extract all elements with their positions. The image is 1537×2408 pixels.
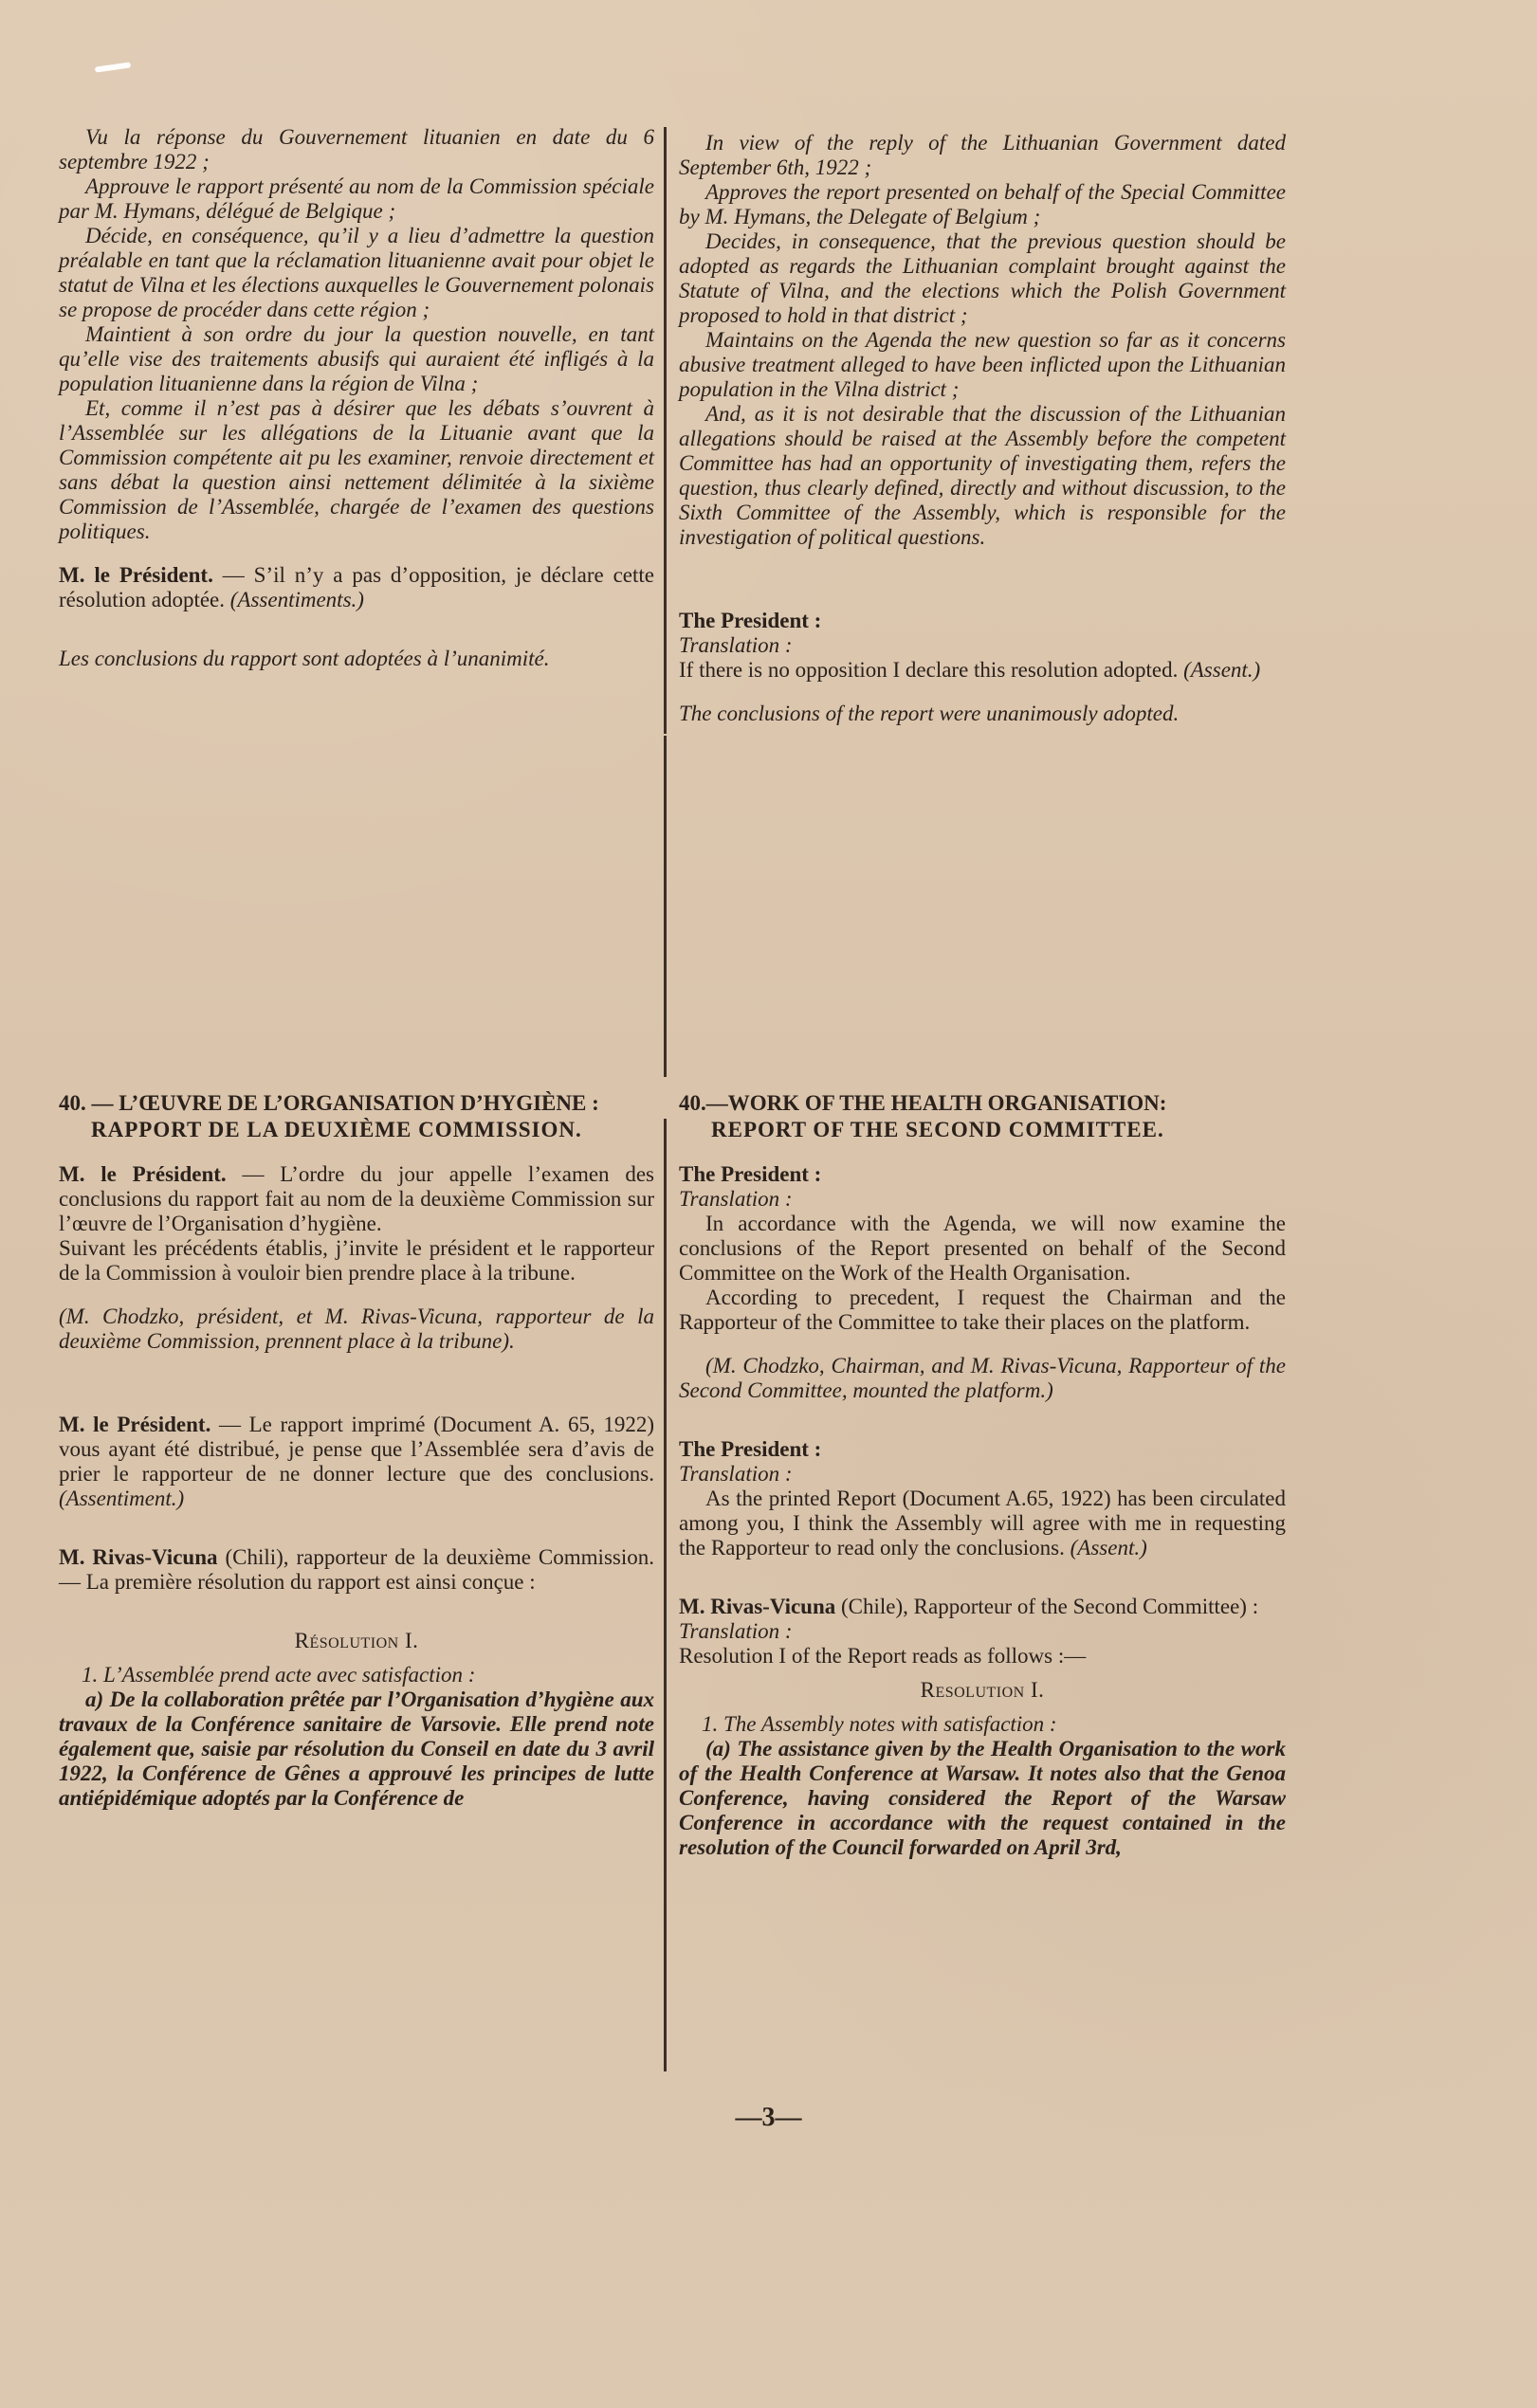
- fr-conclusion: Les conclusions du rapport sont adoptées à l’unanimité.: [59, 647, 550, 670]
- page-number: —3—: [735, 2103, 802, 2132]
- fr-president-text: — S’il n’y a pas d’opposition, je déclare cette résolution adoptée.: [59, 563, 654, 611]
- fr-speech-2: Suivant les précédents établis, j’invite le président et le rapporteur de la Commission à vouloir bien prendre place à la tribune.: [59, 1236, 654, 1285]
- en-president-statement: [679, 658, 1286, 683]
- en-section-heading-1: 40.—WORK OF THE HEALTH ORGANISATION:: [679, 1091, 1167, 1115]
- fr-speech-1-text: — L’ordre du jour appelle l’examen des conclusions du rapport fait au nom de la deuxième Commission sur l’œuvre de l’Organisation d’hygiène.: [59, 1162, 654, 1235]
- fr-president-statement: [59, 563, 654, 612]
- en-stage-direction: (M. Chodzko, Chairman, and M. Rivas-Vicuna, Rapporteur of the Second Committee, mounted the platform.): [679, 1354, 1286, 1402]
- en-translation-1: Translation :: [679, 1187, 793, 1211]
- en-president-assent: (Assent.): [1183, 658, 1261, 682]
- en-president-text: If there is no opposition I declare this resolution adopted.: [679, 658, 1184, 682]
- en-paragraph-3: Decides, in consequence, that the previous question should be adopted as regards the Lithuanian complaint brought against the Statute of Vilna, and the elections which the Polish Government proposed to hold in that district ;: [679, 229, 1286, 327]
- fr-resolution-item-a: a) De la collaboration prêtée par l’Organisation d’hygiène aux travaux de la Conférence sanitaire de Varsovie. Elle prend note également que, saisie par résolution du Conseil en date du 3 avril 1922, la Conférence de Gênes a approuvé les principes de lutte antiépidémique adoptés par la Conférence de: [59, 1687, 654, 1810]
- fr-speaker-2: M. le Président.: [59, 1413, 211, 1436]
- fr-speaker-3: M. Rivas-Vicuna: [59, 1545, 218, 1569]
- fr-speech-4: [59, 1545, 654, 1595]
- fr-speech-3-text: — Le rapport imprimé (Document A. 65, 1922) vous ayant été distribué, je pense que l’Assemblée sera d’avis de prier le rapporteur de ne donner lecture que des conclusions.: [59, 1413, 654, 1486]
- en-speech-2: According to precedent, I request the Chairman and the Rapporteur of the Committee to take their places on the platform.: [679, 1286, 1286, 1334]
- en-section-heading-2: REPORT OF THE SECOND COMMITTEE.: [711, 1118, 1164, 1141]
- french-section-40: [59, 1090, 654, 1811]
- fr-stage-direction: (M. Chodzko, président, et M. Rivas-Vicuna, rapporteur de la deuxième Commission, prennent place à la tribune).: [59, 1304, 654, 1353]
- en-speech-3-text: As the printed Report (Document A.65, 1922) has been circulated among you, I think the Assembly will agree with me in requesting the Rapporteur to read only the conclusions.: [679, 1487, 1286, 1560]
- en-paragraph-5: And, as it is not desirable that the discussion of the Lithuanian allegations should be raised at the Assembly before the competent Committee has had an opportunity of investigating them, refers the question, thus clearly defined, directly and without discussion, to the Sixth Committee of the Assembly, which is responsible for the investigation of political questions.: [679, 402, 1286, 549]
- en-resolution-item-a: (a) The assistance given by the Health Organisation to the work of the Health Conference at Warsaw. It notes also that the Genoa Conference, having considered the Report of the Warsaw Conference in accordance with the request contained in the resolution of the Council forwarded on April 3rd,: [679, 1737, 1286, 1859]
- en-speaker-3: M. Rivas-Vicuna: [679, 1595, 836, 1618]
- column-divider-top: [664, 127, 667, 734]
- english-section-40: [679, 1090, 1286, 1860]
- en-translation-2: Translation :: [679, 1462, 793, 1486]
- en-resolution-title: Resolution I.: [920, 1678, 1045, 1702]
- fr-resolution-item-1: 1. L’Assemblée prend acte avec satisfaction :: [82, 1663, 476, 1687]
- en-paragraph-4: Maintains on the Agenda the new question so far as it concerns abusive treatment alleged to have been inflicted upon the Lithuanian population in the Vilna district ;: [679, 328, 1286, 401]
- fr-paragraph-3: Décide, en conséquence, qu’il y a lieu d’admettre la question préalable en tant que la réclamation lituanienne avait pour objet le statut de Vilna et les élections auxquelles le Gouvernement polonais se propose de procéder dans cette région ;: [59, 224, 654, 321]
- fr-section-heading-1: 40. — L’ŒUVRE DE L’ORGANISATION D’HYGIÈNE :: [59, 1091, 599, 1115]
- paper-mark: [95, 62, 131, 72]
- en-speech-3: [679, 1487, 1286, 1560]
- en-president-label: The President :: [679, 609, 822, 632]
- column-divider-bottom: [664, 1119, 667, 2071]
- en-speech-3-assent: (Assent.): [1070, 1536, 1147, 1560]
- en-paragraph-2: Approves the report presented on behalf of the Special Committee by M. Hymans, the Delegate of Belgium ;: [679, 180, 1286, 228]
- fr-president-assent: (Assentiments.): [229, 588, 364, 611]
- en-speaker-2: The President :: [679, 1437, 822, 1461]
- fr-speaker-1: M. le Président.: [59, 1162, 227, 1186]
- fr-paragraph-2: Approuve le rapport présenté au nom de la Commission spéciale par M. Hymans, délégué de Belgique ;: [59, 174, 654, 223]
- en-resolution-intro: Resolution I of the Report reads as follows :—: [679, 1644, 1087, 1668]
- en-translation-3: Translation :: [679, 1619, 793, 1643]
- column-divider-middle: [664, 736, 667, 1077]
- fr-speech-3-assent: (Assentiment.): [59, 1487, 185, 1510]
- fr-speech-1: [59, 1162, 654, 1236]
- fr-speech-3: [59, 1413, 654, 1511]
- english-top-column: [679, 131, 1286, 726]
- en-resolution-item-1: 1. The Assembly notes with satisfaction :: [702, 1712, 1057, 1736]
- en-conclusion: The conclusions of the report were unanimously adopted.: [679, 702, 1180, 725]
- fr-resolution-title: Résolution I.: [294, 1629, 419, 1652]
- fr-paragraph-1: Vu la réponse du Gouvernement lituanien en date du 6 septembre 1922 ;: [59, 125, 654, 173]
- en-paragraph-1: In view of the reply of the Lithuanian Government dated September 6th, 1922 ;: [679, 131, 1286, 179]
- en-speech-4: [679, 1595, 1286, 1619]
- en-speech-1: In accordance with the Agenda, we will now examine the conclusions of the Report presented on behalf of the Second Committee on the Work of the Health Organisation.: [679, 1212, 1286, 1285]
- fr-section-heading-2: RAPPORT DE LA DEUXIÈME COMMISSION.: [91, 1118, 582, 1141]
- fr-president-label: M. le Président.: [59, 563, 213, 587]
- fr-paragraph-5: Et, comme il n’est pas à désirer que les débats s’ouvrent à l’Assemblée sur les allégations de la Lituanie avant que la Commission compétente ait pu les examiner, renvoie directement et sans débat la question ainsi nettement délimitée à la sixième Commission de l’Assemblée, chargée de l’examen des questions politiques.: [59, 396, 654, 543]
- fr-speech-4-text: (Chili), rapporteur de la deuxième Commission. — La première résolution du rapport est ainsi conçue :: [59, 1545, 654, 1594]
- en-translation-label: Translation :: [679, 633, 793, 657]
- en-speaker-1: The President :: [679, 1162, 822, 1186]
- fr-paragraph-4: Maintient à son ordre du jour la question nouvelle, en tant qu’elle vise des traitements abusifs qui auraient été infligés à la population lituanienne dans la région de Vilna ;: [59, 322, 654, 395]
- french-top-column: [59, 125, 654, 671]
- en-speech-4-text: (Chile), Rapporteur of the Second Committee) :: [835, 1595, 1259, 1618]
